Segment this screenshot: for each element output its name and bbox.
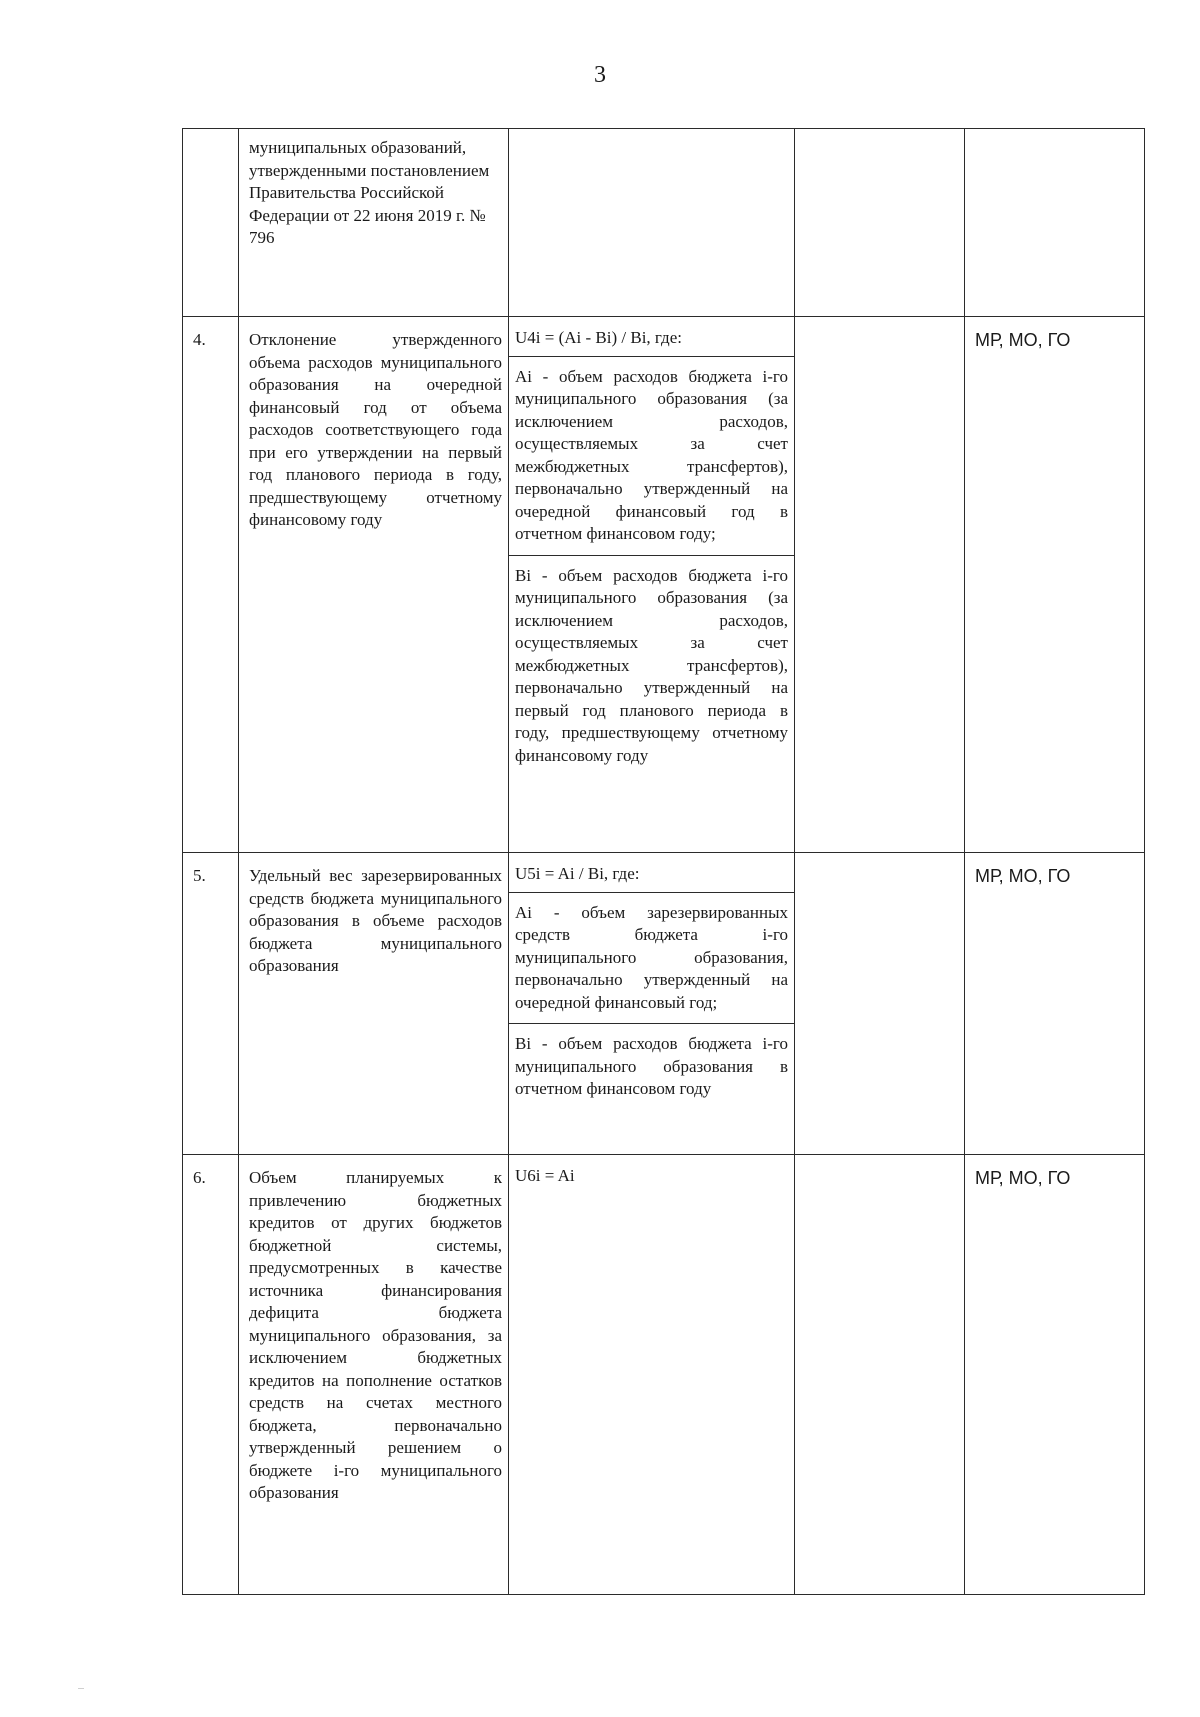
page-number: 3 [594,62,606,88]
empty-cell [795,317,965,853]
levels-cell: МР, МО, ГО [965,1155,1145,1595]
row-number: 4. [183,317,239,853]
formula-definition: Bi - объем расходов бюджета i-го муниципального образования (за исключением расходов, осуществляемых за счет межбюджетных трансфертов), первоначально утвержденный на первый год планового периода в году, предшествующему отчетному финансовому году [509,555,794,777]
indicators-table [182,128,1145,1595]
levels-cell: МР, МО, ГО [965,853,1145,1155]
formula-cell [509,853,795,1155]
table-row [183,853,1145,1155]
empty-cell [795,853,965,1155]
scan-artifact [78,1688,84,1689]
empty-cell [795,1155,965,1595]
formula: U5i = Ai / Bi, где: [515,864,640,883]
levels-cell [965,129,1145,317]
indicator-name: Удельный вес зарезервированных средств бюджета муниципального образования в объеме расходов бюджета муниципального образования [239,853,509,1155]
row-number [183,129,239,317]
formula-definition: Ai - объем расходов бюджета i-го муниципального образования (за исключением расходов, осуществляемых за счет межбюджетных трансфертов), первоначально утвержденный на очередной финансовый год в отчетном финансовом году; [509,356,794,555]
table-row [183,317,1145,853]
formula: U6i = Ai [515,1166,575,1185]
levels-cell: МР, МО, ГО [965,317,1145,853]
formula-cell [509,129,795,317]
indicator-name: Объем планируемых к привлечению бюджетных кредитов от других бюджетов бюджетной системы, предусмотренных в качестве источника финансирования дефицита бюджета муниципального образования, за исключением бюджетных кредитов на пополнение остатков средств на счетах местного бюджета, первоначально утвержденный решением о бюджете i-го муниципального образования [239,1155,509,1595]
table-row [183,129,1145,317]
row-number: 6. [183,1155,239,1595]
formula: U4i = (Ai - Bi) / Bi, где: [515,328,682,347]
indicator-name: муниципальных образований, утвержденными постановлением Правительства Российской Федерации от 22 июня 2019 г. № 796 [239,129,509,317]
empty-cell [795,129,965,317]
table-row [183,1155,1145,1595]
formula-definition: Bi - объем расходов бюджета i-го муниципального образования в отчетном финансовом году [509,1023,794,1110]
formula-cell [509,1155,795,1595]
row-number: 5. [183,853,239,1155]
formula-cell [509,317,795,853]
formula-definition: Ai - объем зарезервированных средств бюджета i-го муниципального образования, первоначально утвержденный на очередной финансовый год; [509,892,794,1024]
indicator-name: Отклонение утвержденного объема расходов муниципального образования на очередной финансовый год от объема расходов соответствующего года при его утверждении на первый год планового периода в году, предшествующему отчетному финансовому году [239,317,509,853]
